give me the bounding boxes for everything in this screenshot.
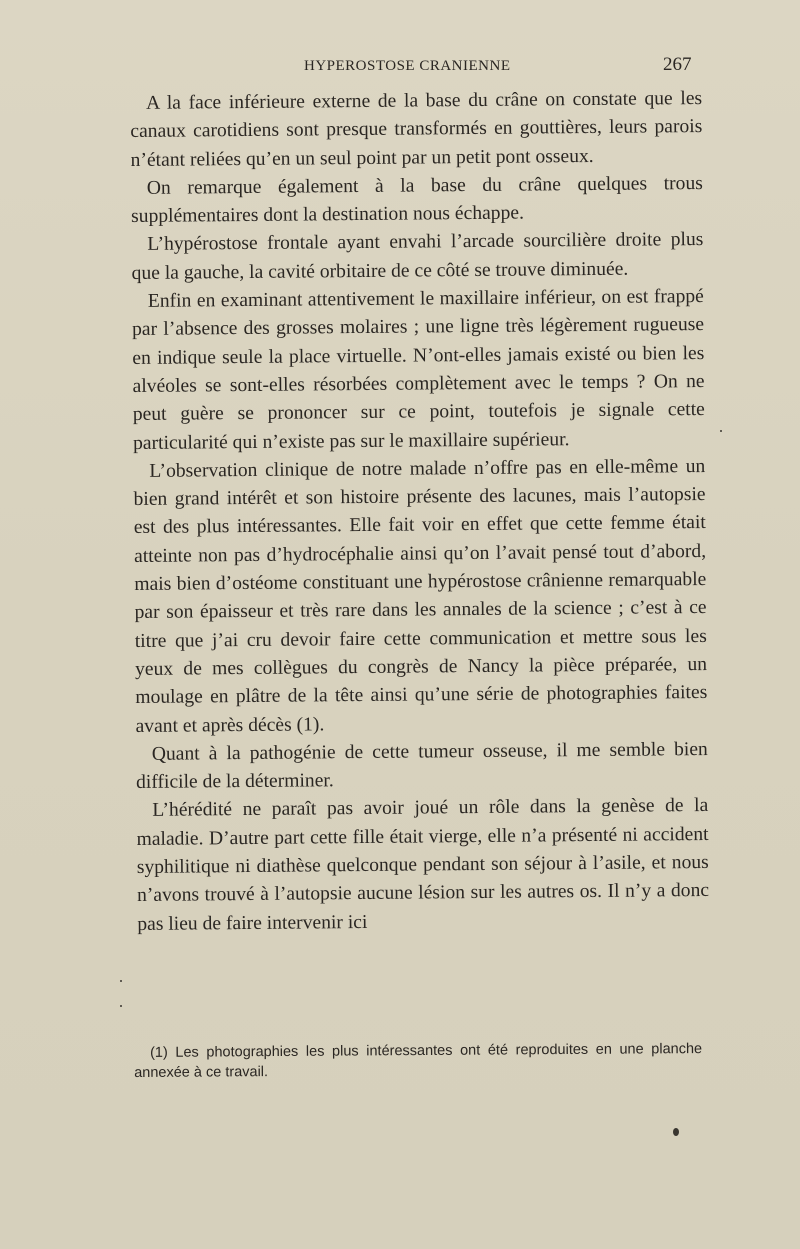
paragraph-4: Enfin en examinant attentivement le maxillaire inférieur, on est frappé par l’absence des grosses molaires ; une ligne très légèrement rugueuse en indique seule la place virtuelle. N’ont-elles jamais existé ou bien les alvéoles se sont-elles résorbées complètement avec le temps ? On ne peut guère se prononcer sur ce point, toutefois je signale cette particularité qui n’existe pas sur le maxillaire supérieur.	[132, 286, 705, 454]
ink-spot	[120, 980, 122, 982]
running-head: HYPEROSTOSE CRANIENNE	[304, 58, 511, 74]
ink-spot	[720, 430, 722, 432]
paragraph-2: On remarque également à la base du crâne quelques trous supplémentaires dont la destination nous échappe.	[131, 172, 703, 228]
paragraph-1: A la face inférieure externe de la base du crâne on constate que les canaux carotidiens sont presque transformés en gouttières, leurs parois n’étant reliées qu’en un seul point par un petit pont osseux.	[130, 88, 703, 171]
paragraph-5: L’observation clinique de notre malade n’offre pas en elle-même un bien grand intérêt et son histoire présente des lacunes, mais l’autopsie est des plus intéressantes. Elle fait voir en effet que cette femme était atteinte non pas d’hydrocéphalie ainsi qu’on l’avait pensé tout d’abord, mais bien d’ostéome constituant une hypérostose crânienne remarquable par son épaisseur et très rare dans les annales de la science ; c’est à ce titre que j’ai cru devoir faire cette communication et mettre sous les yeux de mes collègues du congrès de Nancy la pièce préparée, un moulage en plâtre de la tête ainsi qu’une série de photographies faites avant et après décès (1).	[133, 455, 708, 737]
paragraph-6: Quant à la pathogénie de cette tumeur osseuse, il me semble bien difficile de la déterminer.	[135, 738, 708, 794]
page-number: 267	[663, 54, 692, 75]
footnote: (1) Les photographies les plus intéressantes ont été reproduites en une planche annexée à ce travail.	[134, 1041, 703, 1081]
ink-spot	[673, 1128, 679, 1136]
body-text	[130, 85, 709, 939]
ink-spot	[120, 1005, 122, 1007]
paragraph-7: L’hérédité ne paraît pas avoir joué un rôle dans la genèse de la maladie. D’autre part cette fille était vierge, elle n’a présenté ni accident syphilitique ni diathèse quelconque pendant son séjour à l’asile, et nous n’avons trouvé à l’autopsie aucune lésion sur les autres os. Il n’y a donc pas lieu de faire intervenir ici	[136, 795, 710, 935]
paragraph-3: L’hypérostose frontale ayant envahi l’arcade sourcilière droite plus que la gauche, la cavité orbitaire de ce côté se trouve diminuée.	[131, 229, 704, 284]
